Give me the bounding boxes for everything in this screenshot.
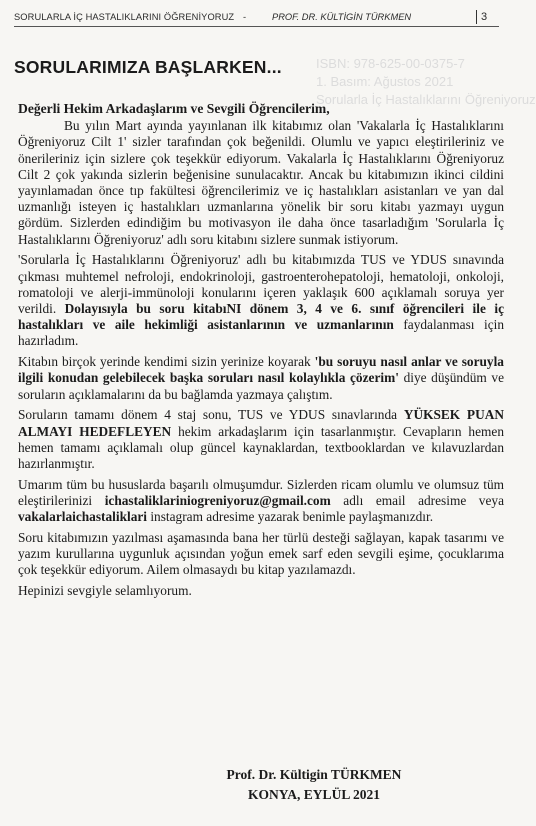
bold-text: Dolayısıyla bu soru kitabıNI dönem 3, 4 ve 6. sınıf öğrencileri ile iç hastalıkları ve aile hekimliği asistanlarının ve uzmanlarının [18,301,504,333]
header-separator: - [243,12,247,22]
instagram-handle: vakalarlaichastaliklari [18,509,147,525]
signature-name: Prof. Dr. Kültigin TÜRKMEN [226,767,402,782]
ghost-line: Sorularla İç Hastalıklarını Öğreniyoruz [316,92,536,107]
paragraph-text: Umarım tüm bu hususlarda başarılı olmuşumdur. Sizlerden ricam olumlu ve olumsuz tüm eleştirilerinizi [18,476,504,509]
ghost-line: ISBN: 978-625-00-0375-7 [316,56,465,71]
paragraph-intro: Bu yılın Mart ayında yayınlanan ilk kitabımız olan 'Vakalarla İç Hastalıklarını Öğreniyoruz Cilt 1' sizler tarafından çok beğenildi. Olumlu ve yapıcı eleştirileriniz ve önerileriniz için sizlere çok teşekkür ediyorum. Vakalarla İç Hastalıklarını Öğreniyoruz Cilt 2 çok yakında sizlerin beğenisine sunulacaktır. Ancak bu kitabımızın ikinci cildini yayınlamadan önce tıp fakültesi öğrencilerimiz ve iç hastalıkları asistanları ve yan dal uzmanlığı isteyen iç hastalıkları uzmanlarına yönelik bir soru kitabı yazmayı uygun gördüm. Sizlerden edindiğim bu motivasyon ile daha önce tasarladığım 'Sorularla İç Hastalıklarını Öğreniyoruz' adlı soru kitabını sizlere sunmak istiyorum. [18,118,504,247]
paragraph-text: diye düşündüm ve soruların açıklamalarını da bu bağlamda yazmaya çalıştım. [18,370,505,402]
paragraph-text: 'Sorularla İç Hastalıklarını Öğreniyoruz' adlı bu kitabımızda TUS ve YDUS sınavında çıkması muhtemel nefroloji, endokrinoloji, gastroenterohepatoloji, hematoloji, onkoloji, romatoloji ve alerji-immünoloji konularını içeren yaklaşık 600 açıklamalı soruya yer verildi. [18,252,504,317]
paragraph-closing: Hepinizi sevgiyle selamlıyorum. [18,583,192,599]
paragraph-contact [18,477,504,526]
paragraph-content [18,252,504,349]
page-header [14,10,499,27]
book-title: SORULARLA İÇ HASTALIKLARINI ÖĞRENİYORUZ [14,12,235,22]
paragraph-thanks: Soru kitabımızın yazılması aşamasında bana her türlü desteği sağlayan, kapak tasarımı ve yazım kurullarına uygunluk açısından yoğun emek sarf eden sevgili eşime, çocuklarıma çok teşekkür ediyorum. Ailem olmasaydı bu kitap yazılamazdı. [18,530,504,578]
paragraph-text: instagram adresime yazarak benimle paylaşmanızdır. [150,509,434,525]
paragraph-text: Soruların tamamı dönem 4 staj sonu, TUS ve YDUS sınavlarında [18,407,398,423]
paragraph-text: Kitabın birçok yerinde kendimi sizin yerinize koyarak [18,354,311,370]
paragraph-text: hekim arkadaşlarım için tasarlanmıştır. Cevapların hemen hemen tamamı açıklamalı olup güncel kaynaklardan, textbooklardan ve kılavuzlardan hazırlanmıştır. [18,423,504,472]
bold-text: YÜKSEK PUAN ALMAYI HEDEFLEYEN [18,407,504,439]
signature-place-date: KONYA, EYLÜL 2021 [248,787,380,802]
bold-text: 'bu soruyu nasıl anlar ve soruyla ilgili konudan gelebilecek başka soruları nasıl kolaylıkla çözerim' [18,354,504,386]
paragraph-text: adlı email adresime veya [343,493,504,509]
author-name: PROF. DR. KÜLTİGİN TÜRKMEN [272,12,412,22]
page-number-divider [476,10,477,24]
paragraph-target [18,407,504,472]
signature [214,765,414,805]
ghost-line: 1. Basım: Ağustos 2021 [316,74,454,89]
paragraph-text: faydalanması için hazırladım. [18,317,504,349]
paragraph-approach [18,354,504,403]
page-number: 3 [481,11,488,23]
page-title: SORULARIMIZA BAŞLARKEN... [14,57,282,77]
main-text [18,101,504,604]
greeting: Değerli Hekim Arkadaşlarım ve Sevgili Öğrencilerim, [18,101,330,116]
email-address: ichastaliklariniogreniyoruz@gmail.com [104,493,331,509]
